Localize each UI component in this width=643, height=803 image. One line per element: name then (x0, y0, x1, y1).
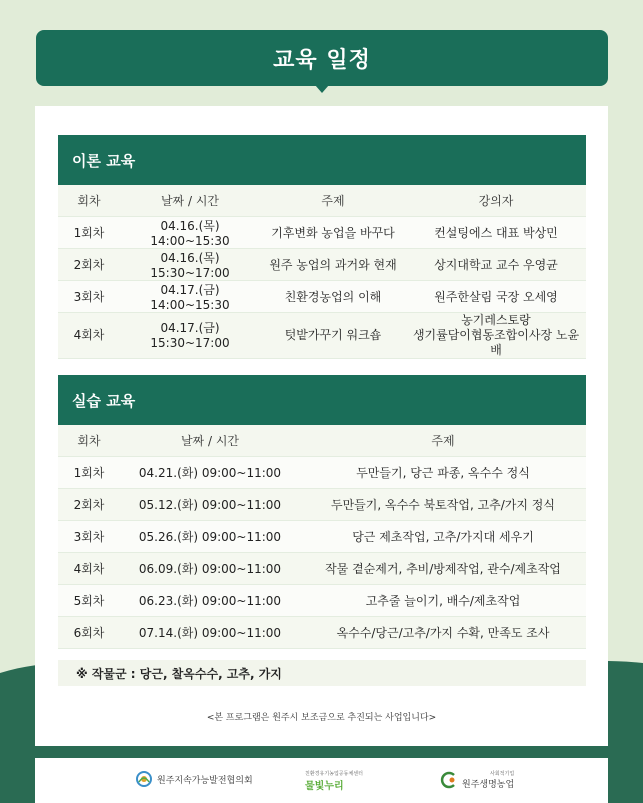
table-row (58, 249, 586, 281)
date-cell: 04.16.(목) 14:00~15:30 (120, 217, 260, 249)
session-cell: 3회차 (58, 281, 120, 313)
page-title: 교육 일정 (273, 47, 371, 73)
column-header: 날짜 / 시간 (120, 425, 300, 457)
date-cell: 04.16.(목) 15:30~17:00 (120, 249, 260, 281)
practice-heading: 실습 교육 (72, 391, 136, 410)
column-header: 회차 (58, 425, 120, 457)
sponsor-footer (35, 758, 608, 803)
sponsor-logo-wonju-council (135, 770, 253, 788)
logo-label: 원주생명농업 (462, 780, 515, 790)
sponsor-logo-mulbit-nuri (305, 770, 363, 792)
date-cell: 05.26.(화) 09:00~11:00 (120, 521, 300, 553)
theory-table (58, 185, 586, 359)
logo-label: 물빛누리 (305, 781, 344, 792)
date-cell: 06.09.(화) 09:00~11:00 (120, 553, 300, 585)
table-row (58, 281, 586, 313)
practice-section (58, 375, 586, 649)
session-cell: 3회차 (58, 521, 120, 553)
life-agriculture-emblem-icon (440, 771, 458, 789)
funding-footnote: <본 프로그램은 원주시 보조금으로 추진되는 사업입니다> (206, 713, 437, 723)
table-row (58, 585, 586, 617)
date-cell: 07.14.(화) 09:00~11:00 (120, 617, 300, 649)
topic-cell: 원주 농업의 과거와 현재 (260, 249, 406, 281)
table-row (58, 457, 586, 489)
topic-cell: 옥수수/당근/고추/가지 수확, 만족도 조사 (300, 617, 586, 649)
table-row (58, 617, 586, 649)
crop-note (58, 660, 586, 686)
theory-section-header (58, 135, 586, 185)
topic-cell: 친환경농업의 이해 (260, 281, 406, 313)
table-row (58, 553, 586, 585)
session-cell: 4회차 (58, 313, 120, 359)
date-cell: 06.23.(화) 09:00~11:00 (120, 585, 300, 617)
table-row (58, 521, 586, 553)
session-cell: 4회차 (58, 553, 120, 585)
theory-section (58, 135, 586, 359)
column-header: 주제 (260, 185, 406, 217)
lecturer-cell (406, 313, 586, 359)
topic-cell: 고추줄 늘이기, 배수/제초작업 (300, 585, 586, 617)
topic-cell: 기후변화 농업을 바꾸다 (260, 217, 406, 249)
logo-sublabel: 친환경유기농업공동체센터 (305, 771, 363, 777)
column-header: 날짜 / 시간 (120, 185, 260, 217)
date-cell: 05.12.(화) 09:00~11:00 (120, 489, 300, 521)
lecturer-cell: 원주한살림 국장 오세영 (406, 281, 586, 313)
lecturer-line-1: 농기레스토랑 (461, 313, 531, 327)
session-cell: 5회차 (58, 585, 120, 617)
table-row (58, 217, 586, 249)
date-cell: 04.21.(화) 09:00~11:00 (120, 457, 300, 489)
sponsor-logo-wonju-life-agriculture (440, 770, 514, 790)
table-row (58, 313, 586, 359)
session-cell: 1회차 (58, 217, 120, 249)
column-header: 강의자 (406, 185, 586, 217)
column-header: 주제 (300, 425, 586, 457)
topic-cell: 두만들기, 옥수수 북토작업, 고추/가지 정식 (300, 489, 586, 521)
lecturer-cell: 컨설팅에스 대표 박상민 (406, 217, 586, 249)
column-header: 회차 (58, 185, 120, 217)
topic-cell: 텃밭가꾸기 워크숍 (260, 313, 406, 359)
lecturer-cell: 상지대학교 교수 우영균 (406, 249, 586, 281)
session-cell: 1회차 (58, 457, 120, 489)
practice-table (58, 425, 586, 649)
table-header-row (58, 425, 586, 457)
theory-heading: 이론 교육 (72, 151, 136, 170)
logo-sublabel: 사회적기업 (490, 771, 515, 777)
table-row (58, 489, 586, 521)
topic-cell: 당근 제초작업, 고추/가지대 세우기 (300, 521, 586, 553)
practice-section-header (58, 375, 586, 425)
date-cell: 04.17.(금) 15:30~17:00 (120, 313, 260, 359)
session-cell: 6회차 (58, 617, 120, 649)
title-pointer (315, 85, 329, 93)
table-header-row (58, 185, 586, 217)
council-emblem-icon (135, 770, 153, 788)
logo-label: 원주지속가능발전협의회 (157, 775, 253, 786)
topic-cell: 작물 곁순제거, 추비/방제작업, 관수/제초작업 (300, 553, 586, 585)
date-cell: 04.17.(금) 14:00~15:30 (120, 281, 260, 313)
topic-cell: 두만들기, 당근 파종, 옥수수 정식 (300, 457, 586, 489)
session-cell: 2회차 (58, 489, 120, 521)
crop-note-text: ※ 작물군 : 당근, 찰옥수수, 고추, 가지 (76, 666, 282, 681)
page-title-banner (36, 30, 608, 86)
lecturer-line-2: 생기률담이협동조합이사장 노윤배 (412, 328, 580, 357)
session-cell: 2회차 (58, 249, 120, 281)
